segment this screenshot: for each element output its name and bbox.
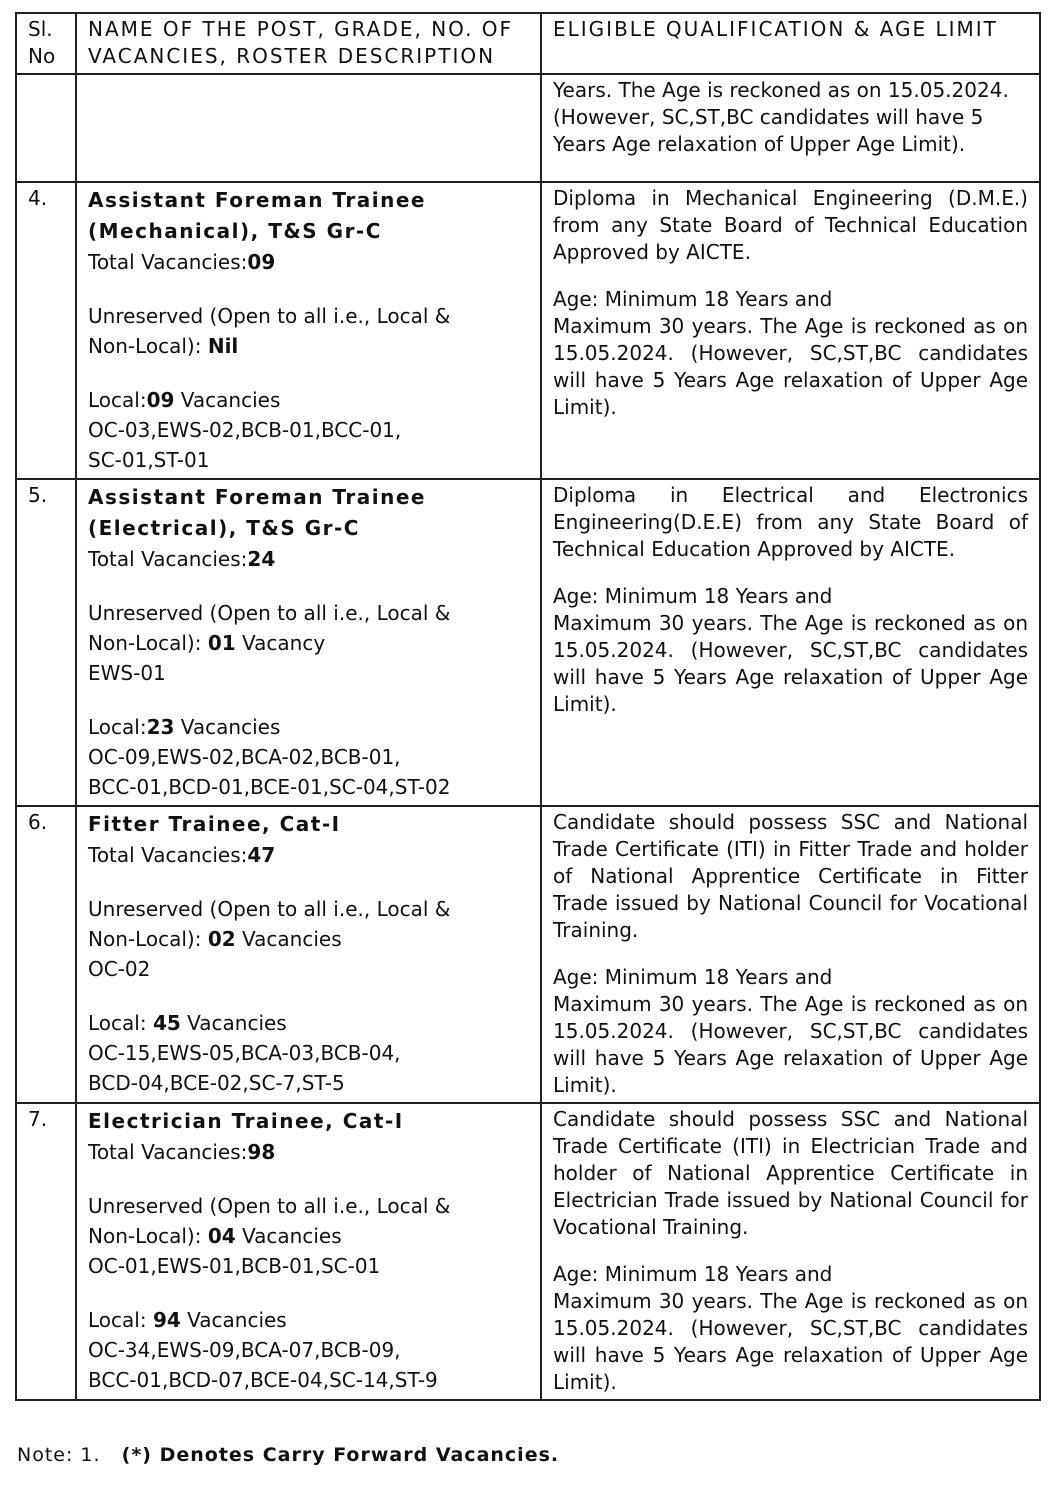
post-details	[76, 1103, 541, 1400]
unreserved-label: Non-Local):	[88, 334, 208, 358]
post-details	[76, 182, 541, 479]
unreserved-count	[88, 1221, 529, 1251]
total-value: 47	[247, 843, 276, 867]
local-roster: OC-09,EWS-02,BCA-02,BCB-01,	[88, 745, 401, 769]
qualification-text: Diploma in Mechanical Engineering (D.M.E.) from any State Board of Technical Education Approved by AICTE.	[553, 186, 1028, 264]
qualification-cell	[541, 806, 1040, 1103]
unreserved-roster: OC-01,EWS-01,BCB-01,SC-01	[88, 1254, 381, 1278]
total-value: 98	[247, 1140, 276, 1164]
qualification-text: Candidate should possess SSC and National Trade Certificate (ITI) in Electrician Trade and holder of National Apprentice Certificate in Electrician Trade issued by National Council for Vocational Training.	[553, 1107, 1028, 1239]
unreserved-value: Nil	[207, 334, 239, 358]
row-sl-no: 5.	[16, 479, 76, 806]
local-value: 45	[152, 1011, 181, 1035]
unreserved-line: Unreserved (Open to all i.e., Local &	[88, 1194, 451, 1218]
local-value: 23	[146, 715, 175, 739]
local-count	[88, 385, 529, 415]
unreserved-label: Non-Local):	[88, 927, 208, 951]
total-vacancies	[88, 840, 529, 870]
qualification-cell	[541, 182, 1040, 479]
unreserved-roster: EWS-01	[88, 661, 166, 685]
table-row	[16, 182, 1040, 479]
local-suffix: Vacancies	[174, 388, 281, 412]
total-label: Total Vacancies:	[88, 843, 248, 867]
post-details	[76, 479, 541, 806]
total-label: Total Vacancies:	[88, 1140, 248, 1164]
age-text: Maximum 30 years. The Age is reckoned as on 15.05.2024. (However, SC,ST,BC candidates will have 5 Years Age relaxation of Upper Age Limit).	[553, 314, 1028, 419]
header-qualification: ELIGIBLE QUALIFICATION & AGE LIMIT	[541, 13, 1040, 74]
unreserved-value: 04	[207, 1224, 236, 1248]
local-roster: OC-15,EWS-05,BCA-03,BCB-04,	[88, 1041, 401, 1065]
age-text: Maximum 30 years. The Age is reckoned as on 15.05.2024. (However, SC,ST,BC candidates will have 5 Years Age relaxation of Upper Age Limit).	[553, 992, 1028, 1097]
unreserved-roster: OC-02	[88, 957, 151, 981]
age-text: Maximum 30 years. The Age is reckoned as on 15.05.2024. (However, SC,ST,BC candidates will have 5 Years Age relaxation of Upper Age Limit).	[553, 611, 1028, 716]
local-value: 09	[146, 388, 175, 412]
post-grade: (Electrical), T&S Gr-C	[88, 516, 360, 540]
total-value: 09	[247, 250, 276, 274]
local-count	[88, 712, 529, 742]
local-value: 94	[152, 1308, 181, 1332]
unreserved-label: Non-Local):	[88, 631, 208, 655]
continuation-row	[16, 74, 1040, 182]
unreserved-line: Unreserved (Open to all i.e., Local &	[88, 897, 451, 921]
total-label: Total Vacancies:	[88, 250, 248, 274]
unreserved-label: Non-Local):	[88, 1224, 208, 1248]
local-count	[88, 1305, 529, 1335]
qualification-cell	[541, 1103, 1040, 1400]
unreserved-suffix: Vacancies	[235, 927, 342, 951]
post-details	[76, 806, 541, 1103]
local-label: Local:	[88, 715, 147, 739]
qualification-text: Candidate should possess SSC and National Trade Certificate (ITI) in Fitter Trade and holder of National Apprentice Certificate in Fitter Trade issued by National Council for Vocational Training.	[553, 810, 1028, 942]
total-value: 24	[247, 547, 276, 571]
local-label: Local:	[88, 1011, 153, 1035]
header-post-name: NAME OF THE POST, GRADE, NO. OF VACANCIES, ROSTER DESCRIPTION	[76, 13, 541, 74]
total-vacancies	[88, 247, 529, 277]
total-label: Total Vacancies:	[88, 547, 248, 571]
note-text: (*) Denotes Carry Forward Vacancies.	[121, 1444, 560, 1466]
local-suffix: Vacancies	[180, 1011, 287, 1035]
post-grade: (Mechanical), T&S Gr-C	[88, 219, 382, 243]
row-sl-no: 6.	[16, 806, 76, 1103]
local-count	[88, 1008, 529, 1038]
age-heading: Age: Minimum 18 Years and	[553, 287, 833, 311]
unreserved-value: 02	[207, 927, 236, 951]
qualification-cell	[541, 479, 1040, 806]
continuation-text: Years. The Age is reckoned as on 15.05.2024. (However, SC,ST,BC candidates will have 5 Years Age relaxation of Upper Age Limit).	[541, 74, 1040, 182]
unreserved-line: Unreserved (Open to all i.e., Local &	[88, 304, 451, 328]
total-vacancies	[88, 544, 529, 574]
local-roster: BCC-01,BCD-07,BCE-04,SC-14,ST-9	[88, 1368, 438, 1392]
unreserved-count	[88, 924, 529, 954]
age-heading: Age: Minimum 18 Years and	[553, 965, 833, 989]
table-row	[16, 806, 1040, 1103]
unreserved-count	[88, 628, 529, 658]
post-title: Assistant Foreman Trainee	[88, 485, 426, 509]
empty-cell	[76, 74, 541, 182]
post-title: Assistant Foreman Trainee	[88, 188, 426, 212]
age-text: Maximum 30 years. The Age is reckoned as on 15.05.2024. (However, SC,ST,BC candidates will have 5 Years Age relaxation of Upper Age Limit).	[553, 1289, 1028, 1394]
header-sl-no: Sl. No	[16, 13, 76, 74]
age-heading: Age: Minimum 18 Years and	[553, 584, 833, 608]
note-prefix: Note: 1.	[17, 1444, 101, 1466]
unreserved-count	[88, 331, 529, 361]
unreserved-line: Unreserved (Open to all i.e., Local &	[88, 601, 451, 625]
empty-cell	[16, 74, 76, 182]
table-row	[16, 479, 1040, 806]
local-label: Local:	[88, 388, 147, 412]
local-suffix: Vacancies	[174, 715, 281, 739]
local-roster: OC-34,EWS-09,BCA-07,BCB-09,	[88, 1338, 401, 1362]
post-title: Electrician Trainee, Cat-I	[88, 1109, 404, 1133]
local-roster: OC-03,EWS-02,BCB-01,BCC-01,	[88, 418, 402, 442]
table-header-row	[16, 13, 1040, 74]
row-sl-no: 4.	[16, 182, 76, 479]
footnote	[17, 1444, 559, 1466]
local-roster: BCC-01,BCD-01,BCE-01,SC-04,ST-02	[88, 775, 451, 799]
local-roster: SC-01,ST-01	[88, 448, 210, 472]
local-label: Local:	[88, 1308, 153, 1332]
local-roster: BCD-04,BCE-02,SC-7,ST-5	[88, 1071, 345, 1095]
row-sl-no: 7.	[16, 1103, 76, 1400]
table-row	[16, 1103, 1040, 1400]
unreserved-value: 01	[207, 631, 236, 655]
vacancy-table	[15, 12, 1041, 1401]
total-vacancies	[88, 1137, 529, 1167]
local-suffix: Vacancies	[180, 1308, 287, 1332]
unreserved-suffix: Vacancy	[235, 631, 326, 655]
post-title: Fitter Trainee, Cat-I	[88, 812, 341, 836]
unreserved-suffix: Vacancies	[235, 1224, 342, 1248]
age-heading: Age: Minimum 18 Years and	[553, 1262, 833, 1286]
qualification-text: Diploma in Electrical and Electronics Engineering(D.E.E) from any State Board of Technical Education Approved by AICTE.	[553, 483, 1028, 561]
